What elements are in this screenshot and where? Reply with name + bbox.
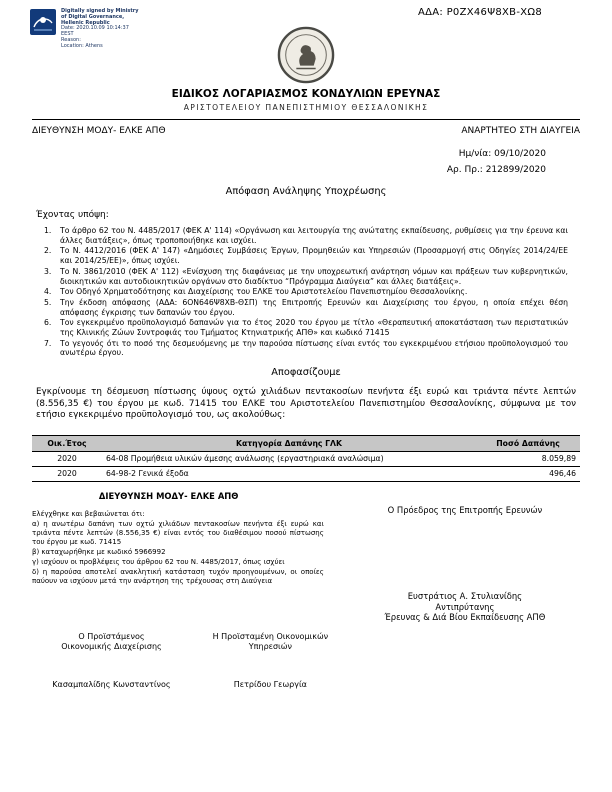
having-regard-intro: Έχοντας υπόψη: [36,210,109,220]
table-row [32,451,580,466]
verification-item: γ) ισχύουν οι προβλέψεις του άρθρου 62 του Ν. 4485/2017, όπως ισχύει [32,557,285,566]
column-header-amount: Ποσό Δαπάνης [476,435,580,451]
list-item-number: 4. [44,287,52,297]
president-name: Ευστράτιος Α. Στυλιανίδης [407,590,523,601]
list-item-text: Τον εγκεκριμένο προϋπολογισμό δαπανών για το έτος 2020 του έργου με τίτλο «Θεραπευτική αποκατάσταση των περιστατικών της Κλινικής Ζώων Συντροφιάς του Τμήματος Κτηνιατρικής ΑΠΘ» και κωδικό 71415 [60,318,568,338]
signature-details [61,9,143,50]
header-divider [32,119,580,120]
cell-year: 2020 [32,466,102,481]
finance-manager-title-line: Οικονομικής Διαχείρισης [61,641,162,651]
services-head-title [191,632,350,652]
verification-item: α) η ανωτέρω δαπάνη των οχτώ χιλιάδων πεντακοσίων πενήντα έξι ευρώ και τριάντα πέντε λεπτών (8.556,35 €) είναι εντός του διαθέσιμου ποσού πίστωσης του έργου με κωδ. 71415 [32,519,324,546]
list-item-number: 6. [44,318,52,328]
president-signature-block [350,591,580,623]
verification-column [32,491,350,689]
list-item [42,318,568,337]
signature-line: Reason: [61,36,81,43]
list-item-number: 5. [44,297,52,307]
diavgeia-note: ΑΝΑΡΤΗΤΕΟ ΣΤΗ ΔΙΑΥΓΕΙΑ [461,126,580,136]
verification-intro: Ελέγχθηκε και βεβαιώνεται ότι: [32,509,145,518]
university-seal-icon [277,26,335,88]
verification-block [32,510,350,586]
president-title: Ο Πρόεδρος της Επιτροπής Ερευνών [387,504,543,515]
organization-subtitle: ΑΡΙΣΤΟΤΕΛΕΙΟΥ ΠΑΝΕΠΙΣΤΗΜΙΟΥ ΘΕΣΣΑΛΟΝΙΚΗΣ [183,103,429,112]
cell-amount: 8.059,89 [476,451,580,466]
list-item-text: Το άρθρο 62 του Ν. 4485/2017 (ΦΕΚ Α' 114) «Οργάνωση και λειτουργία της ανώτατης εκπαίδευσης, ρυθμίσεις για την έρευνα και άλλες διατάξεις», όπως τροποποιήθηκε και ισχύει. [60,226,568,245]
verification-item: β) καταχωρήθηκε με κωδικό 5966992 [32,547,166,556]
list-item [42,226,568,245]
department-name: ΔΙΕΥΘΥΝΣΗ ΜΟΔΥ- ΕΛΚΕ ΑΠΘ [32,126,166,136]
document-title: Απόφαση Ανάληψης Υποχρέωσης [225,186,387,197]
decision-body: Εγκρίνουμε τη δέσμευση πίστωσης ύψους οχτώ χιλιάδων πεντακοσίων πενήντα έξι ευρώ και τριάντα πέντε λεπτών (8.556,35 €) του έργου με κωδ. 71415 του ΕΛΚΕ του Αριστοτελείου Πανεπιστημίου Θεσσαλονίκης, σύμφωνα με τον ετήσιο εγκεκριμένο προϋπολογισμό του, ως ακολούθως: [36,387,576,421]
expense-table [32,435,580,482]
list-item [42,267,568,286]
signature-line: Digitally signed by Ministry [61,8,139,14]
list-item-number: 7. [44,338,52,348]
cell-category: 64-98-2 Γενικά έξοδα [102,466,476,481]
finance-manager-title-line: Ο Προϊστάμενος [78,631,145,641]
having-regard-list [32,226,580,358]
services-head-title-line: Η Προϊσταμένη Οικονομικών [212,631,329,641]
cell-category: 64-08 Προμήθεια υλικών άμεσης ανάλωσης (εργαστηριακά αναλώσιμα) [102,451,476,466]
list-item [42,339,568,358]
signature-line: Date: 2020.10.09 10:14:37 [61,25,129,32]
column-header-category: Κατηγορία Δαπάνης ΓΛΚ [102,435,476,451]
verification-department: ΔΙΕΥΘΥΝΣΗ ΜΟΔΥ- ΕΛΚΕ ΑΠΘ [98,490,239,501]
signature-line: EEST [61,31,74,38]
president-role: Έρευνας & Διά Βίου Εκπαίδευσης ΑΠΘ [384,612,546,623]
column-header-year: Οικ.Έτος [32,435,102,451]
table-row [32,466,580,481]
president-column [350,491,580,689]
protocol-number: Αρ. Πρ.: 212899/2020 [446,165,546,175]
signature-names-row [32,680,350,689]
ada-number: ΑΔΑ: Ρ0ΖΧ46Ψ8ΧΒ-ΧΩ8 [418,7,542,18]
document-date: Ημ/νία: 09/10/2020 [458,149,546,159]
services-head-name: Πετρίδου Γεωργία [233,679,307,689]
finance-manager-name: Κασαμπαλίδης Κωνσταντίνος [52,679,171,689]
list-item-number: 3. [44,266,52,276]
cell-amount: 496,46 [476,466,580,481]
organization-title: ΕΙΔΙΚΟΣ ΛΟΓΑΡΙΑΣΜΟΣ ΚΟΝΔΥΛΙΩΝ ΕΡΕΥΝΑΣ [171,88,441,100]
signature-titles-row [32,632,350,652]
list-item-number: 2. [44,246,52,256]
list-item-text: Το Ν. 4412/2016 (ΦΕΚ Α' 147) «Δημόσιες Συμβάσεις Έργων, Προμηθειών και Υπηρεσιών (Προσαρμογή στις Οδηγίες 2014/24/ΕΕ και 2014/25/ΕΕ)», όπως ισχύει. [60,246,568,266]
table-header-row [32,435,580,451]
president-role: Αντιπρύτανης [435,601,495,612]
cell-year: 2020 [32,451,102,466]
verification-item: δ) η παρούσα αποτελεί ανακλητική κατάσταση τυχόν προηγουμένων, οι οποίες παύουν να ισχύουν μετά την ανάρτηση της τρέχουσας στη Διαύγεια [32,567,324,585]
signature-line: Location: Athens [61,42,103,49]
signature-line: of Digital Governance, [61,13,125,20]
list-item [42,246,568,265]
ministry-logo-icon [30,9,56,39]
list-item [42,298,568,317]
list-item-text: Το γεγονός ότι το ποσό της δεσμευόμενης με την παρούσα πίστωσης είναι εντός του εγκεκριμένου ετήσιου προϋπολογισμού του ανωτέρω έργου. [60,338,568,358]
list-item-number: 1. [44,226,52,235]
signature-line: Hellenic Republic [61,19,110,26]
finance-manager-title [32,632,191,652]
services-head-title-line: Υπηρεσιών [248,641,292,651]
list-item-text: Την έκδοση απόφασης (ΑΔΑ: 6ΟΝ646Ψ8ΧΒ-ΘΣΠ) της Επιτροπής Ερευνών και Διαχείρισης του έργου, η οποία επέχει θέση απόφασης έγκρισης των δαπανών του έργου. [60,297,568,317]
list-item [42,287,568,297]
digital-signature-stamp [30,9,143,50]
list-item-text: Το Ν. 3861/2010 (ΦΕΚ Α' 112) «Ενίσχυση της διαφάνειας με την υποχρεωτική ανάρτηση νόμων και πράξεων των κυβερνητικών, διοικητικών και αυτοδιοικητικών οργάνων στο διαδίκτυο “Πρόγραμμα Διαύγεια” και άλλες διατάξεις». [60,266,568,286]
decision-heading: Αποφασίζουμε [271,367,341,379]
department-row [32,126,580,136]
bottom-section [32,491,580,689]
list-item-text: Τον Οδηγό Χρηματοδότησης και Διαχείρισης του ΕΛΚΕ του Αριστοτελείου Πανεπιστημίου Θεσσαλονίκης. [60,287,468,297]
